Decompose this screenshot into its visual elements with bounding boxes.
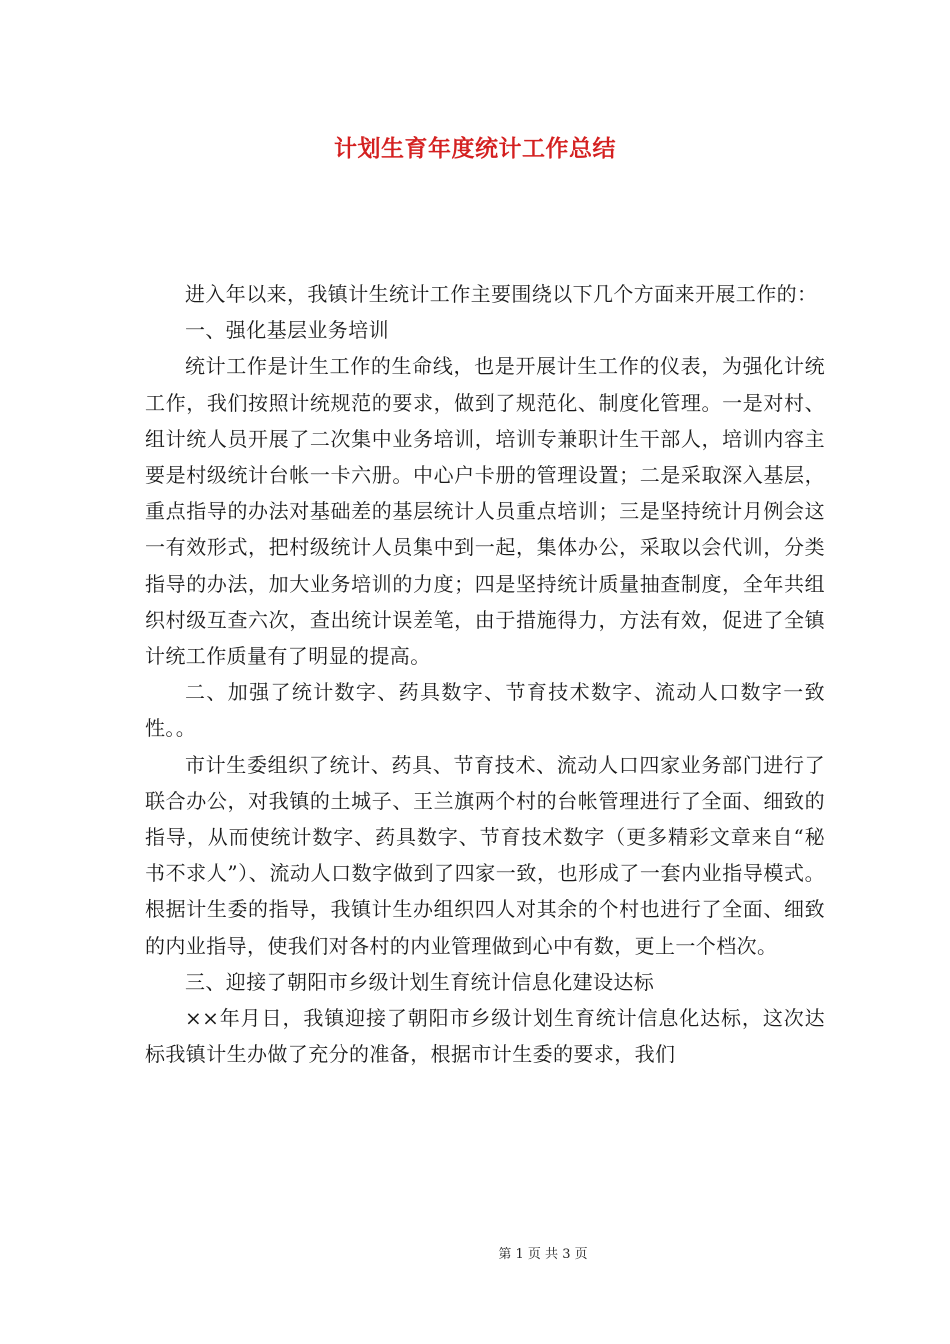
paragraph-section-3: ××年月日，我镇迎接了朝阳市乡级计划生育统计信息化达标，这次达标我镇计生办做了充分的准备，根据市计生委的要求，我们 <box>145 1006 825 1067</box>
section-heading-2: 二、加强了统计数字、药具数字、节育技术数字、流动人口数字一致性。。 <box>145 680 825 741</box>
section-heading-3: 三、迎接了朝阳市乡级计划生育统计信息化建设达标 <box>185 969 655 994</box>
section-heading-1: 一、强化基层业务培训 <box>185 318 389 343</box>
document-title: 计划生育年度统计工作总结 <box>334 135 616 162</box>
page-number-footer: 第 1 页 共 3 页 <box>498 1247 588 1262</box>
paragraph-section-1: 统计工作是计生工作的生命线，也是开展计生工作的仪表，为强化计统工作，我们按照计统规范的要求，做到了规范化、制度化管理。一是对村、组计统人员开展了二次集中业务培训，培训专兼职计生干部人，培训内容主要是村级统计台帐一卡六册。中心户卡册的管理设置；二是采取深入基层，重点指导的办法对基础差的基层统计人员重点培训；三是坚持统计月例会这一有效形式，把村级统计人员集中到一起，集体办公，采取以会代训，分类指导的办法，加大业务培训的力度；四是坚持统计质量抽查制度，全年共组织村级互查六次，查出统计误差笔，由于措施得力，方法有效，促进了全镇计统工作质量有了明显的提高。 <box>145 354 825 669</box>
paragraph-intro: 进入年以来，我镇计生统计工作主要围绕以下几个方面来开展工作的： <box>185 282 818 306</box>
document-body <box>145 276 825 1072</box>
paragraph-section-2: 市计生委组织了统计、药具、节育技术、流动人口四家业务部门进行了联合办公，对我镇的土城子、王兰旗两个村的台帐管理进行了全面、细致的指导，从而使统计数字、药具数字、节育技术数字（更多精彩文章来自“秘书不求人”）、流动人口数字做到了四家一致，也形成了一套内业指导模式。根据计生委的指导，我镇计生办组织四人对其余的个村也进行了全面、细致的内业指导，使我们对各村的内业管理做到心中有数，更上一个档次。 <box>145 752 825 958</box>
